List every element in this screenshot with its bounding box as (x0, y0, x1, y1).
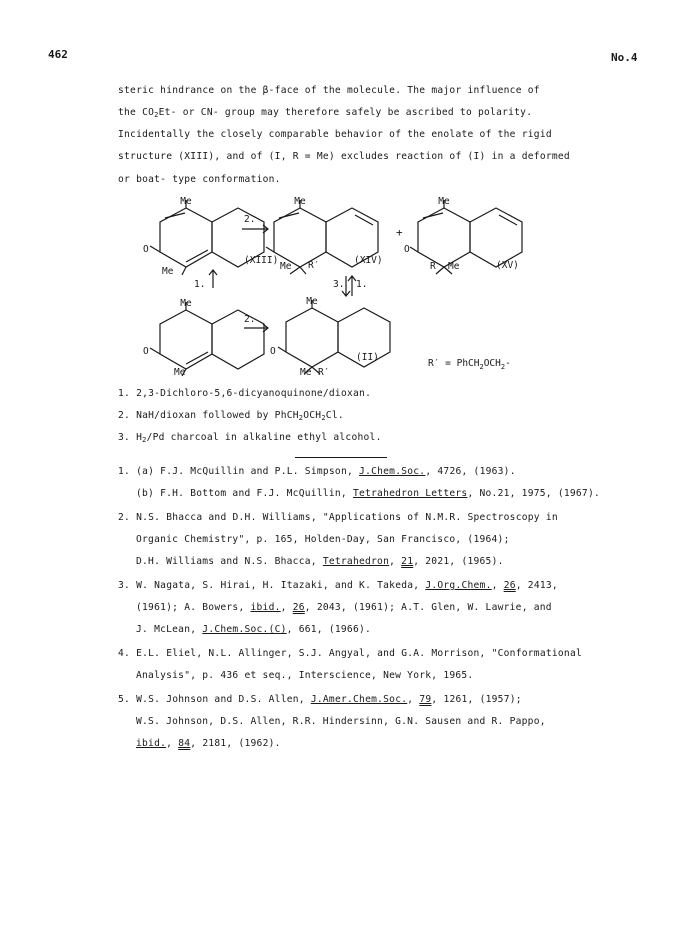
r-label: R (430, 261, 436, 272)
condition-item: 3. $H_2/Pd$ charcoal in alkaline ethyl alcohol. (118, 432, 382, 444)
reference-item: J. McLean, J.Chem.Soc.(C), 661, (1966). (136, 624, 372, 635)
reference-item: W.S. Johnson, D.S. Allen, R.R. Hindersinn, G.N. Sausen and R. Pappo, (136, 716, 546, 727)
reference-item: 4. E.L. Eliel, N.L. Allinger, S.J. Angyal, and G.A. Morrison, "Conformational (118, 648, 582, 659)
methyl-label: Me (438, 196, 450, 207)
methyl-label: Me (300, 367, 312, 378)
methyl-label: Me (294, 196, 306, 207)
reference-item: (1961); A. Bowers, ibid., 26, 2043, (1961); A.T. Glen, W. Lawrie, and (136, 602, 552, 613)
paragraph-line: or boat- type conformation. (118, 174, 281, 185)
compound-label-ii: (II) (356, 352, 379, 363)
reference-item: 5. W.S. Johnson and D.S. Allen, J.Amer.Chem.Soc., 79, 1261, (1957); (118, 694, 522, 705)
step-label: 3. (333, 279, 345, 290)
methyl-label: Me (162, 266, 174, 277)
paragraph-line: steric hindrance on the β-face of the molecule. The major influence of (118, 85, 540, 96)
reference-item: Organic Chemistry", p. 165, Holden-Day, San Francisco, (1964); (136, 534, 510, 545)
methyl-label: Me (306, 296, 318, 307)
oxygen-label: O (143, 346, 149, 357)
oxygen-label: O (270, 346, 276, 357)
compound-label-xv: (XV) (496, 260, 519, 271)
page-number: 462 (48, 48, 68, 61)
condition-item: 1. 2,3-Dichloro-5,6-dicyanoquinone/dioxan. (118, 388, 372, 399)
reference-item: 1. (a) F.J. McQuillin and P.L. Simpson, J.Chem.Soc., 4726, (1963). (118, 466, 516, 477)
section-divider (295, 457, 387, 458)
reaction-scheme (0, 0, 680, 400)
reference-item: 3. W. Nagata, S. Hirai, H. Itazaki, and K. Takeda, J.Org.Chem., 26, 2413, (118, 580, 558, 591)
methyl-label: Me (180, 298, 192, 309)
reference-item: (b) F.H. Bottom and F.J. McQuillin, Tetrahedron Letters, No.21, 1975, (1967). (136, 488, 601, 499)
compound-label-xiii: (XIII) (244, 255, 279, 266)
reference-item: 2. N.S. Bhacca and D.H. Williams, "Applications of N.M.R. Spectroscopy in (118, 512, 558, 523)
plus-sign: + (396, 226, 403, 239)
paragraph-line: the $CO_2Et-$ or CN- group may therefore safely be ascribed to polarity. (118, 107, 533, 119)
methyl-label: Me (180, 196, 192, 207)
journal-issue: No.4 (611, 51, 638, 64)
paragraph-line: Incidentally the closely comparable behavior of the enolate of the rigid (118, 129, 552, 140)
reference-item: Analysis", p. 436 et seq., Interscience, New York, 1965. (136, 670, 474, 681)
reference-item: D.H. Williams and N.S. Bhacca, Tetrahedron, 21, 2021, (1965). (136, 556, 504, 567)
reference-item: ibid., 84, 2181, (1962). (136, 738, 281, 749)
oxygen-label: O (404, 244, 410, 255)
compound-label-xiv: (XIV) (354, 255, 383, 266)
oxygen-label: O (143, 244, 149, 255)
step-label: 1. (194, 279, 206, 290)
r-prime-label: R′ (308, 260, 320, 271)
condition-item: 2. NaH/dioxan followed by $PhCH_2OCH_2Cl$. (118, 410, 344, 422)
r-prime-label: R′ (318, 367, 330, 378)
methyl-label: Me (174, 367, 186, 378)
step-label: 2. (244, 214, 256, 225)
methyl-label: Me (280, 261, 292, 272)
methyl-label: Me (448, 261, 460, 272)
step-label: 1. (356, 279, 368, 290)
r-prime-definition: $R' = PhCH_2OCH_2-$ (428, 358, 511, 371)
paragraph-line: structure (XIII), and of (I, R = Me) excludes reaction of (I) in a deformed (118, 151, 570, 162)
step-label: 2. (244, 314, 256, 325)
